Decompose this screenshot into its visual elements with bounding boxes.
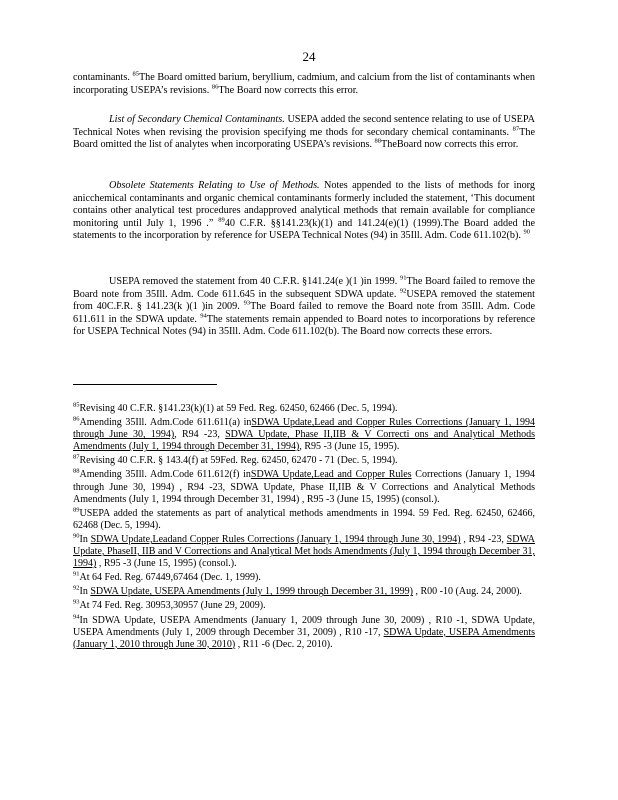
footnote-88: $^{88}$Amending 35Ill. Adm.Code 611.612(f) inSDWA Update,Lead and Copper Rules Corrections (January 1, 1994 through June 30, 1994) , R94 -23, SDWA Update, Phase II,IIB & V Corrections and Analytical Methods Amendments (July 1, 1994 through December 31, 1994) , R95 -3 (June 15, 1995) (consol.). <box>73 468 535 505</box>
paragraph-text: Notes appended to the lists of methods for inorg anicchemical contaminants and organic chemical contaminants formerly included the statement, ‘This document contains other analytical test procedures andapproved analytical methods that remain available for compliance monitoring until July 1, 1996 .” $^{89}$40 C.F.R. §§141.23(k)(1) and 141.24(e)(1) (1999).The Board added the statements to the incorporation by reference for USEPA Technical Notes (94) in 35Ill. Adm. Code 611.102(b). $^{90}$ <box>73 180 535 241</box>
paragraph-contaminants-continued <box>73 72 535 97</box>
paragraph-text: contaminants. $^{85}$The Board omitted barium, beryllium, cadmium, and calcium from the list of contaminants when incorporating USEPA’s revisions. $^{86}$The Board now corrects this error. <box>73 70 535 96</box>
paragraph-heading: List of Secondary Chemical Contaminants. <box>109 114 285 125</box>
paragraph-secondary-chemical-contaminants <box>73 114 535 152</box>
footnote-91: $^{91}$At 64 Fed. Reg. 67449,67464 (Dec. 1, 1999). <box>73 570 261 584</box>
footnotes <box>73 403 535 653</box>
paragraph-heading: Obsolete Statements Relating to Use of Methods. <box>109 180 320 191</box>
footnote-93: $^{93}$At 74 Fed. Reg. 30953,30957 (June 29, 2009). <box>73 599 266 612</box>
footnote-89: $^{89}$USEPA added the statements as part of analytical methods amendments in 1994. 59 Fed. Reg. 62450, 62466, 62468 (Dec. 5, 1994). <box>73 506 535 531</box>
footnote-separator <box>73 384 217 385</box>
page-number: 24 <box>302 49 316 64</box>
paragraph-text: USEPA added the second sentence relating to use of USEPA Technical Notes when revising the provision specifying me thods for secondary chemical contaminants. $^{87}$The Board omitted the list of analytes when incorporating USEPA’s revisions. $^{88}$TheBoard now corrects this error. <box>73 114 535 150</box>
footnote-90: $^{90}$In SDWA Update,Leadand Copper Rules Corrections (January 1, 1994 through June 30, 1994) , R94 -23, SDWA Update, PhaseII, IIB and V Corrections and Analytical Met hods Amendments (July 1, 1994 through December 31, 1994) , R95 -3 (June 15, 1995) (consol.). <box>73 532 535 570</box>
paragraph-text: USEPA removed the statement from 40 C.F.R. §141.24(e )(1 )in 1999. $^{91}$The Board failed to remove the Board note from 35Ill. Adm. Code 611.645 in the subsequent SDWA update. $^{92}$USEPA removed the statement from 40C.F.R. § 141.23(k )(1 )in 2009. $^{93}$The Board failed to remove the Board note from 35Ill. Adm. Code 611.611 in the SDWA update. $^{94}$The statements remain appended to Board notes to incorporations by reference for USEPA Technical Notes (94) in 35Ill. Adm. Code 611.102(b). The Board now corrects these errors. <box>73 274 536 337</box>
footnote-86: $^{86}$Amending 35Ill. Adm.Code 611.611(a) inSDWA Update,Lead and Copper Rules Corrections (January 1, 1994 through June 30, 1994), R94 -23, SDWA Update, Phase II,IIB & V Correcti ons and Analytical Methods Amendments (July 1, 1994 through December 31, 1994), R95 -3 (June 15, 1995). <box>73 415 536 453</box>
paragraph-obsolete-statements <box>73 180 535 243</box>
footnote-87: $^{87}$Revising 40 C.F.R. § 143.4(f) at 59Fed. Reg. 62450, 62470 - 71 (Dec. 5, 1994). <box>73 454 398 467</box>
paragraph-usepa-removed-statement <box>73 276 535 339</box>
footnote-85: $^{85}$Revising 40 C.F.R. §141.23(k)(1) at 59 Fed. Reg. 62450, 62466 (Dec. 5, 1994). <box>73 401 398 414</box>
footnote-94: $^{94}$In SDWA Update, USEPA Amendments (January 1, 2009 through June 30, 2009) , R10 -1, SDWA Update, USEPA Amendments (July 1, 2009 through December 31, 2009) , R10 -17, SDWA Update, USEPA Amendments (January 1, 2010 through June 30, 2010) , R11 -6 (Dec. 2, 2010). <box>73 613 535 650</box>
footnote-92: $^{92}$In SDWA Update, USEPA Amendments (July 1, 1999 through December 31, 1999) , R00 -10 (Aug. 24, 2000). <box>73 584 522 598</box>
